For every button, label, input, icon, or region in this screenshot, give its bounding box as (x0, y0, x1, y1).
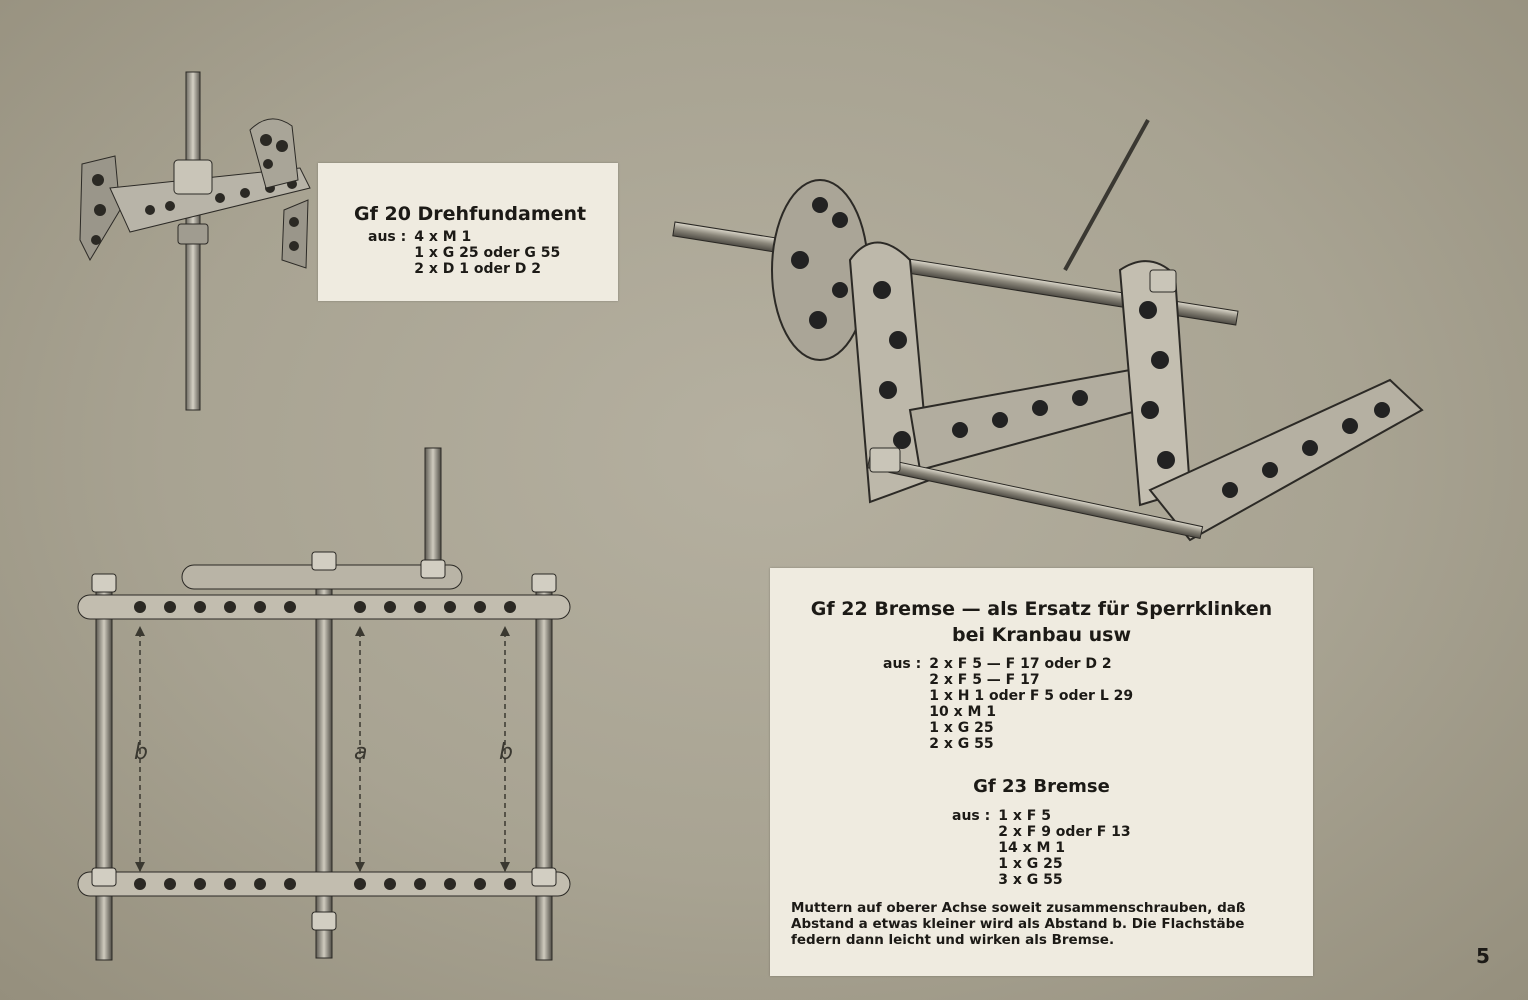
parts-key (883, 704, 921, 720)
gf23-title: Gf 23 Bremse (973, 776, 1110, 797)
bremse-illustration (670, 110, 1440, 560)
parts-key (883, 736, 921, 752)
parts-key: aus : (952, 808, 991, 824)
gf22-title-line2: bei Kranbau usw (951, 624, 1131, 646)
parts-value: 1 x H 1 oder F 5 oder L 29 (929, 688, 1134, 704)
dimension-label-a: a (354, 740, 368, 765)
parts-value: 2 x G 55 (929, 736, 994, 752)
gf23-assembly-note: Muttern auf oberer Achse soweit zusammenschrauben, daß Abstand a etwas kleiner wird als Abstand b. Die Flachstäbe federn dann leicht und wirken als Bremse. (791, 900, 1246, 948)
caption-gf20 (318, 163, 618, 301)
parts-key: aus : (883, 656, 922, 672)
parts-value: 2 x F 5 — F 17 (929, 672, 1040, 688)
parts-value: 14 x M 1 (998, 840, 1066, 856)
dimension-label-b-right: b (499, 740, 513, 765)
gf22-parts-list (883, 656, 1133, 752)
caption-gf22-gf23 (770, 568, 1313, 976)
parts-key (368, 245, 406, 261)
parts-key: aus : (368, 229, 407, 245)
parts-value: 10 x M 1 (929, 704, 997, 720)
gf20-parts-list (368, 229, 560, 277)
parts-key (952, 872, 990, 888)
parts-value: 2 x D 1 oder D 2 (414, 261, 542, 277)
parts-key (883, 672, 921, 688)
parts-value: 1 x G 25 oder G 55 (414, 245, 561, 261)
page-number: 5 (1476, 944, 1490, 968)
parts-key (952, 824, 990, 840)
gf22-title (770, 596, 1313, 648)
parts-key (952, 840, 990, 856)
parts-value: 2 x F 5 — F 17 oder D 2 (929, 656, 1112, 672)
dimension-label-b-left: b (134, 740, 148, 765)
parts-value: 1 x G 25 (929, 720, 994, 736)
parts-key (952, 856, 990, 872)
parts-value: 1 x G 25 (998, 856, 1063, 872)
gf23-parts-list (952, 808, 1131, 888)
parts-value: 2 x F 9 oder F 13 (998, 824, 1131, 840)
parts-value: 1 x F 5 (998, 808, 1051, 824)
drehfundament-illustration (70, 60, 330, 420)
parts-key (883, 688, 921, 704)
gf20-title: Gf 20 Drehfundament (354, 203, 587, 225)
parts-value: 3 x G 55 (998, 872, 1063, 888)
parts-key (368, 261, 406, 277)
bremse-frame-illustration (60, 440, 590, 970)
parts-key (883, 720, 921, 736)
gf22-title-line1: Gf 22 Bremse — als Ersatz für Sperrklinken (810, 598, 1273, 620)
parts-value: 4 x M 1 (414, 229, 472, 245)
